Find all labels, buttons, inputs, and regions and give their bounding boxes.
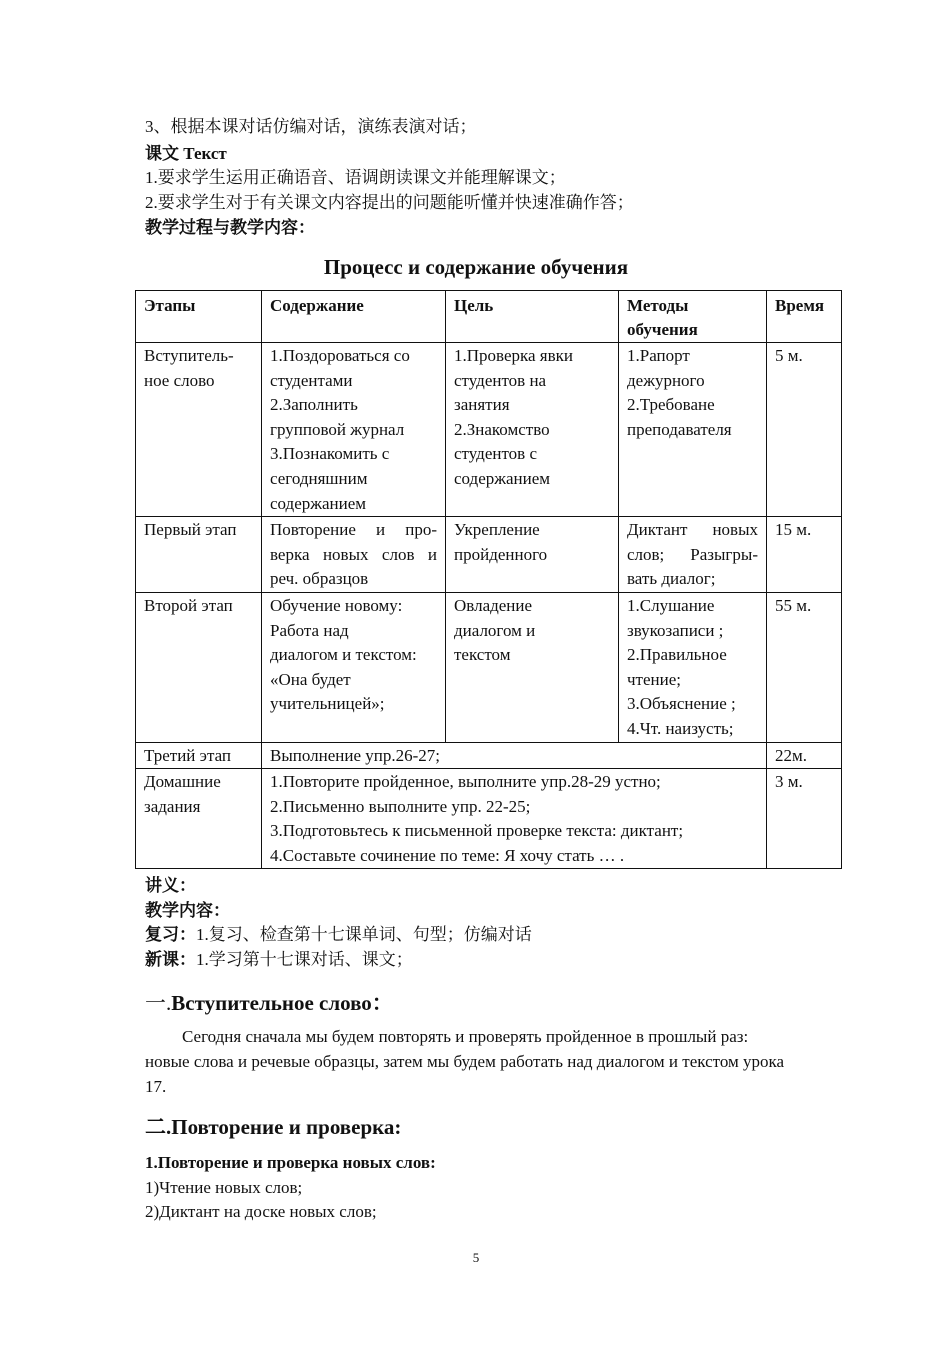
- cell-stage: Вступитель- ное слово: [136, 343, 262, 517]
- teaching-content-label: 教学内容：: [145, 901, 230, 920]
- cell-time: 55 м.: [767, 592, 842, 742]
- cell-goal: 1.Проверка явки студентов на занятия 2.Знакомство студентов с содержанием: [446, 343, 619, 517]
- lesson-plan-table: [135, 290, 842, 869]
- section-2-prefix: 二.: [145, 1115, 172, 1139]
- cell-time: 15 м.: [767, 517, 842, 593]
- cell-methods: Диктант новых слов; Разыгры- вать диалог;: [619, 517, 767, 593]
- table-title: Процесс и содержание обучения: [323, 255, 629, 279]
- cell-methods: 1.Рапорт дежурного 2.Требоване преподавателя: [619, 343, 767, 517]
- section-1-title: Вступительное слово：: [171, 991, 393, 1015]
- intro-line-3: 1.要求学生运用正确语音、语调朗读课文并能理解课文；: [145, 168, 566, 187]
- list-item: 1)Чтение новых слов;: [145, 1178, 303, 1197]
- cell-stage: Первый этап: [136, 517, 262, 593]
- table-header-row: [136, 291, 842, 343]
- section-1-heading: [145, 987, 393, 1017]
- cell-stage: Второй этап: [136, 592, 262, 742]
- section-1-prefix: 一.: [145, 991, 172, 1015]
- section-2-subtitle: 1.Повторение и проверка новых слов:: [145, 1153, 436, 1172]
- table-row: [136, 343, 842, 517]
- review-line: [145, 924, 532, 946]
- new-lesson-label: 新课：: [145, 950, 196, 969]
- table-row: [136, 742, 842, 769]
- cell-methods: 1.Слушание звукозаписи ; 2.Правильное чтение; 3.Объяснение ; 4.Чт. наизусть;: [619, 592, 767, 742]
- intro-line-4: 2.要求学生对于有关课文内容提出的问题能听懂并快速准确作答；: [145, 193, 634, 212]
- table-row: [136, 769, 842, 869]
- cell-goal: Овладение диалогом и текстом: [446, 592, 619, 742]
- review-label: 复习：: [145, 925, 196, 944]
- page-number: 5: [472, 1250, 480, 1265]
- cell-content: 1.Повторите пройденное, выполните упр.28-29 устно; 2.Письменно выполните упр. 22-25; 3.Подготовьтесь к письменной проверке текста: диктант; 4.Составьте сочинение по теме: Я хочу стать … .: [262, 769, 767, 869]
- section-2-title: Повторение и проверка:: [171, 1115, 402, 1139]
- table-row: [136, 517, 842, 593]
- header-goal: Цель: [446, 291, 619, 343]
- cell-stage: Домашние задания: [136, 769, 262, 869]
- new-lesson-line: [145, 949, 413, 971]
- list-item: 2)Диктант на доске новых слов;: [145, 1202, 377, 1221]
- cell-content: 1.Поздороваться со студентами 2.Заполнить групповой журнал 3.Познакомить с сегодняшним содержанием: [262, 343, 446, 517]
- cell-content: Выполнение упр.26-27;: [262, 742, 767, 769]
- cell-content: Повторение и про- верка новых слов и реч. образцов: [262, 517, 446, 593]
- cell-goal: Укрепление пройденного: [446, 517, 619, 593]
- header-methods: Методы обучения: [619, 291, 767, 343]
- review-text: 1.复习、检查第十七课单词、句型；仿编对话: [196, 925, 532, 944]
- table-row: [136, 592, 842, 742]
- header-content: Содержание: [262, 291, 446, 343]
- cell-time: 3 м.: [767, 769, 842, 869]
- new-lesson-text: 1.学习第十七课对话、课文；: [196, 950, 413, 969]
- intro-line-1: 3、根据本课对话仿编对话，演练表演对话；: [145, 117, 477, 136]
- section-1-paragraph: Сегодня сначала мы будем повторять и проверять пройденное в прошлый раз: новые слова и речевые образцы, затем мы будем работать над диалогом и текстом урока 17.: [145, 1027, 785, 1096]
- header-time: Время: [767, 291, 842, 343]
- cell-stage: Третий этап: [136, 742, 262, 769]
- cell-time: 5 м.: [767, 343, 842, 517]
- cell-content: Обучение новому: Работа над диалогом и текстом: «Она будет учительницей»;: [262, 592, 446, 742]
- section-2-heading: [145, 1111, 401, 1141]
- cell-time: 22м.: [767, 742, 842, 769]
- handout-label: 讲义：: [145, 876, 196, 895]
- header-stages: Этапы: [136, 291, 262, 343]
- intro-line-2: 课文 Текст: [145, 144, 227, 163]
- intro-line-5: 教学过程与教学内容：: [145, 218, 315, 237]
